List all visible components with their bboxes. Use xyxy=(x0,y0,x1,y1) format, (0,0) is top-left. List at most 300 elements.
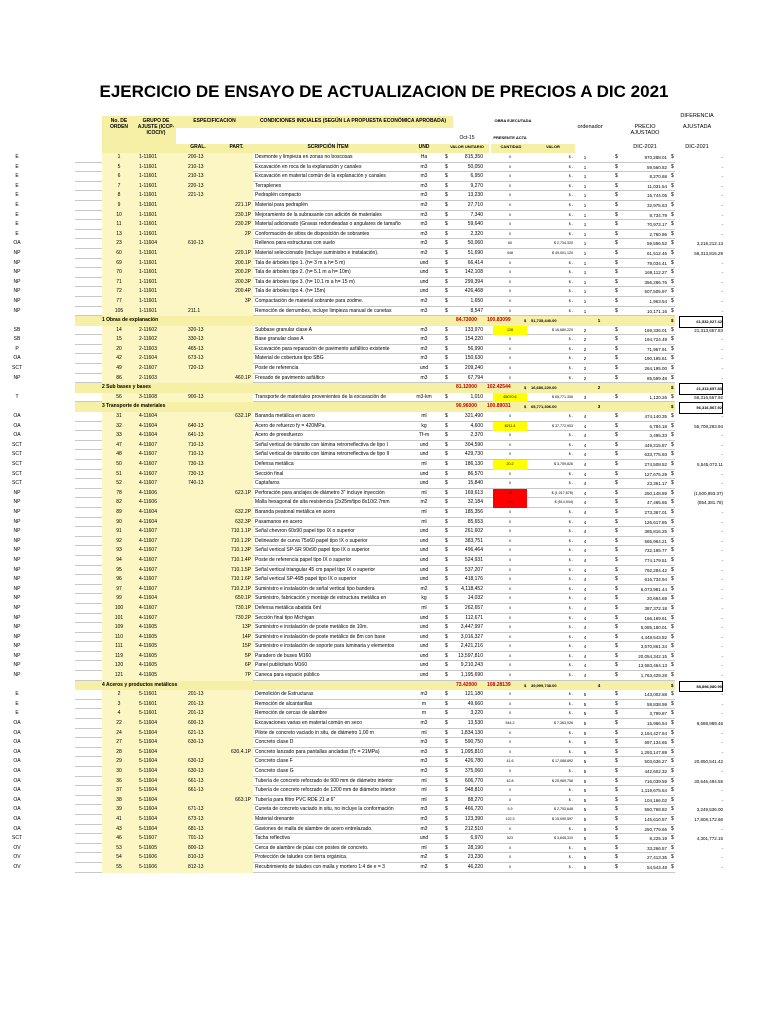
item-spec-general: 220-13 xyxy=(176,182,220,192)
item-adjust-group: 3-11608 xyxy=(136,393,176,403)
item-adjust-group: 1-11601 xyxy=(136,172,176,182)
currency-symbol: $ xyxy=(615,297,618,304)
currency-symbol: $ xyxy=(445,595,448,602)
item-spec-general xyxy=(176,508,220,518)
item-group-number: 5 xyxy=(583,788,587,794)
item-adjust-group: 4-11607 xyxy=(136,556,176,566)
currency-symbol: $ xyxy=(615,614,618,621)
item-order-number: 56 xyxy=(102,393,136,403)
section-index-current: 108.28139 xyxy=(487,681,511,688)
item-quantity: 0 xyxy=(509,212,511,217)
item-unit: ml xyxy=(421,508,427,515)
item-unit: und xyxy=(419,365,429,372)
item-value: $ - xyxy=(568,577,573,582)
item-type: SB xyxy=(13,326,21,333)
item-description: Defensa metálica xyxy=(255,461,294,467)
item-order-number: 91 xyxy=(102,527,136,537)
currency-symbol: $ xyxy=(671,345,674,352)
item-spec-general: 210-13 xyxy=(176,172,220,182)
item-spec-general xyxy=(176,661,220,671)
item-unit-value: 261,602 xyxy=(464,528,483,535)
item-unit: m3 xyxy=(420,374,428,381)
item-quantity: 0 xyxy=(509,260,511,265)
item-adjusted-difference: - xyxy=(721,529,723,535)
item-spec-particular: 730.2P xyxy=(220,614,253,624)
item-type: OA xyxy=(13,758,21,765)
currency-symbol: $ xyxy=(671,278,674,285)
table-row xyxy=(15,345,723,355)
item-adjusted-difference: - xyxy=(721,663,723,669)
item-quantity: 0 xyxy=(509,634,511,639)
item-spec-general: 673-13 xyxy=(176,815,220,825)
item-description: Pedraplén compacto xyxy=(255,192,301,199)
item-unit-value: 169,613 xyxy=(464,489,483,496)
item-value: $ 7,363,026 xyxy=(554,721,573,726)
table-row xyxy=(15,211,723,221)
item-quantity: 41.6 xyxy=(506,759,514,764)
item-unit-value: 4,118,452 xyxy=(461,585,483,592)
item-spec-general: 812-13 xyxy=(176,863,220,873)
item-adjust-group: 4-11607 xyxy=(136,479,176,489)
section-index-base: 90.96000 xyxy=(456,403,477,410)
section-label: 2 Sub bases y bases xyxy=(102,384,151,391)
item-unit: m3 xyxy=(420,173,428,180)
currency-symbol: $ xyxy=(615,748,618,755)
item-quantity: 0 xyxy=(509,711,511,716)
item-adjusted-price: 85,599.48 xyxy=(646,375,667,381)
currency-symbol: $ xyxy=(671,413,674,420)
item-adjusted-difference: 55,708,283.94 xyxy=(694,423,723,429)
item-spec-general: 671-13 xyxy=(176,805,220,815)
item-unit-value: 49,660 xyxy=(467,700,483,707)
item-adjusted-difference: - xyxy=(721,442,723,448)
item-group-number: 5 xyxy=(583,836,587,842)
item-spec-general: 661-13 xyxy=(176,786,220,796)
item-unit: und xyxy=(419,278,429,285)
item-spec-particular xyxy=(220,354,253,364)
item-type: NP xyxy=(13,288,21,295)
item-spec-general xyxy=(176,652,220,662)
currency-symbol: $ xyxy=(615,154,618,160)
item-spec-general: 630-13 xyxy=(176,757,220,767)
table-row xyxy=(13,498,723,508)
currency-symbol: $ xyxy=(671,432,674,439)
table-row xyxy=(13,566,723,576)
item-adjust-group: 4-11607 xyxy=(136,460,176,470)
item-order-number: 97 xyxy=(102,585,136,595)
item-spec-particular xyxy=(220,757,253,767)
item-quantity: 0 xyxy=(509,692,511,697)
item-adjust-group: 4-11607 xyxy=(136,527,176,537)
item-spec-particular xyxy=(220,786,253,796)
item-type: SCT xyxy=(12,461,22,467)
table-row xyxy=(12,834,723,844)
header-und: UND xyxy=(403,144,445,153)
currency-symbol: $ xyxy=(445,355,448,362)
item-adjusted-price: 8,734.79 xyxy=(649,212,667,218)
item-adjust-group: 5-11604 xyxy=(136,796,176,806)
item-spec-general xyxy=(176,249,220,259)
header-cantidad: CANTIDAD xyxy=(491,144,531,153)
item-unit-value: 50,060 xyxy=(467,240,483,247)
item-spec-general xyxy=(176,642,220,652)
item-adjusted-price: 61,512.46 xyxy=(646,250,667,256)
item-unit: und xyxy=(419,288,429,295)
currency-symbol: $ xyxy=(671,355,674,362)
item-type: NP xyxy=(13,547,21,554)
currency-symbol: $ xyxy=(671,758,674,765)
currency-symbol: $ xyxy=(445,604,448,611)
item-quantity: 0 xyxy=(509,308,511,313)
item-unit: m3 xyxy=(420,326,428,333)
item-group-number: 5 xyxy=(583,826,587,832)
item-adjusted-difference: - xyxy=(721,548,723,554)
item-quantity: 0 xyxy=(509,298,511,303)
item-order-number: 6 xyxy=(102,172,136,182)
item-adjusted-difference: - xyxy=(721,356,723,362)
item-quantity: 128 xyxy=(493,326,527,336)
table-row xyxy=(13,518,723,528)
currency-symbol: $ xyxy=(615,192,618,199)
item-unit: und xyxy=(419,259,429,266)
item-spec-particular xyxy=(220,709,253,719)
item-spec-general xyxy=(176,230,220,240)
currency-symbol: $ xyxy=(615,413,618,420)
item-unit-value: 815,350 xyxy=(464,154,483,160)
item-type: OA xyxy=(13,787,21,794)
item-type: NP xyxy=(13,499,21,506)
item-description: Excavación en roca de la explanación y canales xyxy=(255,163,362,170)
item-adjusted-difference: - xyxy=(721,222,723,228)
item-spec-general: 640-13 xyxy=(176,422,220,432)
item-group-number: 5 xyxy=(583,797,587,803)
item-value: $ 15,090,597 xyxy=(552,816,573,821)
item-value: $ - xyxy=(568,519,573,524)
item-type: OA xyxy=(13,413,21,420)
item-group-number: 4 xyxy=(583,634,587,640)
item-adjusted-price: 616,734.94 xyxy=(644,577,667,583)
item-quantity: 544.2 xyxy=(505,721,515,726)
item-adjust-group: 2-11607 xyxy=(136,364,176,374)
item-order-number: 72 xyxy=(102,287,136,297)
item-adjusted-price: 15,966.54 xyxy=(646,721,667,727)
item-unit: m2 xyxy=(420,854,428,861)
currency-symbol: $ xyxy=(615,441,618,448)
item-adjust-group: 4-11607 xyxy=(136,575,176,585)
currency-symbol: $ xyxy=(615,163,618,170)
table-row xyxy=(13,307,723,317)
item-description: Tubería de concreto reforzado de 900 mm de diámetro interior xyxy=(255,777,393,784)
item-spec-particular: 230.1P xyxy=(220,211,253,221)
item-description: Señal vertical SP-46B papel tipo IX o superior xyxy=(255,576,357,583)
item-unit: m3 xyxy=(420,230,428,237)
section-label: 3 Transporte de materiales xyxy=(102,403,166,410)
item-group-number: 1 xyxy=(583,250,587,256)
item-adjust-group: 4-11607 xyxy=(136,614,176,624)
item-order-number: 41 xyxy=(102,815,136,825)
currency-symbol: $ xyxy=(445,825,448,832)
currency-symbol: $ xyxy=(445,182,448,189)
currency-symbol: $ xyxy=(671,528,674,535)
item-spec-particular xyxy=(220,335,253,345)
item-order-number: 22 xyxy=(102,719,136,729)
item-spec-particular xyxy=(220,345,253,355)
item-unit: m xyxy=(421,710,427,717)
currency-symbol: $ xyxy=(615,499,618,506)
item-value: $ - xyxy=(568,193,573,198)
item-order-number: 27 xyxy=(102,738,136,748)
item-value: $ - xyxy=(568,270,573,275)
item-type: NP xyxy=(13,297,21,304)
item-order-number: 36 xyxy=(102,777,136,787)
item-value: $ - xyxy=(568,586,573,591)
table-row xyxy=(13,844,723,854)
currency-symbol: $ xyxy=(445,547,448,554)
item-group-number: 5 xyxy=(583,749,587,755)
currency-symbol: $ xyxy=(615,201,618,208)
table-body xyxy=(12,153,723,873)
item-quantity: 0 xyxy=(509,864,511,869)
item-quantity: 0 xyxy=(509,769,511,773)
item-unit-value: 299,394 xyxy=(464,278,483,285)
item-group-number: 2 xyxy=(583,346,587,352)
item-spec-general xyxy=(176,287,220,297)
item-unit-value: 426,780 xyxy=(464,758,483,765)
item-type: NP xyxy=(13,585,21,592)
item-adjusted-difference: - xyxy=(721,567,723,573)
item-adjust-group: 1-11601 xyxy=(136,259,176,269)
item-description: Cuneta de concreto vaciado in situ, no incluye la conformación xyxy=(255,806,394,813)
currency-symbol: $ xyxy=(671,318,674,324)
item-value: $ - xyxy=(568,634,573,639)
item-adjusted-difference: - xyxy=(721,730,723,736)
item-adjusted-difference: - xyxy=(721,644,723,650)
item-type: NP xyxy=(13,249,21,256)
item-order-number: 4 xyxy=(102,709,136,719)
item-spec-general: 630-13 xyxy=(176,738,220,748)
item-quantity: 0 xyxy=(509,270,511,275)
item-type: NP xyxy=(13,595,21,602)
currency-symbol: $ xyxy=(445,393,448,400)
item-adjust-group: 5-11604 xyxy=(136,748,176,758)
currency-symbol: $ xyxy=(671,451,674,458)
currency-symbol: $ xyxy=(615,547,618,554)
item-quantity: 0 xyxy=(509,557,511,562)
item-value: $ - xyxy=(568,749,573,754)
item-value: $ - xyxy=(568,864,573,869)
item-spec-general xyxy=(176,585,220,595)
item-unit-value: 1,650 xyxy=(470,297,483,304)
currency-symbol: $ xyxy=(671,508,674,515)
currency-symbol: $ xyxy=(445,154,448,160)
table-row xyxy=(15,690,723,700)
item-order-number: 52 xyxy=(102,479,136,489)
currency-symbol: $ xyxy=(671,787,674,794)
table-row xyxy=(12,450,723,460)
item-adjusted-price: 250,148.89 xyxy=(644,490,667,496)
item-unit-value: 186,130 xyxy=(464,461,483,467)
item-spec-general: 710-13 xyxy=(176,441,220,451)
item-adjusted-difference: (1,500,893.37) xyxy=(693,490,723,496)
item-adjusted-difference: - xyxy=(721,769,723,774)
item-order-number: 94 xyxy=(102,556,136,566)
currency-symbol: $ xyxy=(671,404,674,410)
item-spec-general xyxy=(176,518,220,528)
item-adjusted-price: 169,336.01 xyxy=(644,327,667,333)
item-spec-particular xyxy=(220,364,253,374)
item-spec-particular xyxy=(220,690,253,700)
item-unit: kg xyxy=(421,595,427,602)
item-spec-general xyxy=(176,297,220,307)
item-group-number: 4 xyxy=(583,557,587,563)
item-quantity: 0 xyxy=(509,337,511,342)
item-spec-particular xyxy=(220,767,253,777)
section-total: 16,680,220.00 xyxy=(531,385,557,391)
item-group-number: 4 xyxy=(583,653,587,659)
item-value: $ 3,645,310 xyxy=(554,836,573,841)
item-value: $ - xyxy=(568,538,573,543)
item-type: NP xyxy=(13,489,21,496)
item-adjusted-difference: - xyxy=(721,174,723,180)
item-unit-value: 88,270 xyxy=(467,796,483,803)
table-row xyxy=(13,297,723,307)
item-type: SB xyxy=(13,336,21,343)
item-adjust-group: 2-11603 xyxy=(136,345,176,355)
item-adjusted-difference: - xyxy=(721,845,723,851)
table-row xyxy=(13,825,723,835)
item-group-number: 4 xyxy=(583,423,587,429)
currency-symbol: $ xyxy=(615,595,618,602)
currency-symbol: $ xyxy=(671,556,674,563)
item-order-number: 77 xyxy=(102,297,136,307)
item-value: $ - xyxy=(568,615,573,620)
item-adjusted-difference: - xyxy=(721,634,723,640)
item-description: Tubería para filtro PVC RDE 21 ø 6" xyxy=(255,796,336,803)
currency-symbol: $ xyxy=(615,662,618,669)
item-group-number: 5 xyxy=(583,721,587,727)
item-order-number: 49 xyxy=(102,364,136,374)
item-description: Tubería de concreto reforzado de 1200 mm de diámetro interior xyxy=(255,787,396,794)
item-spec-particular xyxy=(220,182,253,192)
item-value: $ - xyxy=(568,452,573,457)
item-quantity: 20.2 xyxy=(493,460,527,470)
item-group-number: 1 xyxy=(583,193,587,199)
item-adjust-group: 5-11601 xyxy=(136,709,176,719)
header-especificacion: ESPECIFICACION xyxy=(176,116,253,128)
item-adjust-group: 4-11605 xyxy=(136,652,176,662)
item-type: SCT xyxy=(12,365,22,372)
item-group-number: 2 xyxy=(583,356,587,362)
item-unit: m3 xyxy=(420,201,428,208)
item-adjust-group: 4-11607 xyxy=(136,604,176,614)
item-group-number: 2 xyxy=(583,327,587,333)
currency-symbol: $ xyxy=(445,326,448,333)
item-adjusted-difference: 21,313,657.83 xyxy=(694,327,723,333)
item-unit: m3 xyxy=(420,297,428,304)
item-unit: m2 xyxy=(420,499,428,506)
item-adjusted-difference: - xyxy=(721,749,723,755)
item-spec-general: 730-13 xyxy=(176,470,220,480)
item-order-number: 47 xyxy=(102,441,136,451)
item-adjust-group: 5-11604 xyxy=(136,729,176,739)
item-value: $ - xyxy=(568,212,573,217)
currency-symbol: $ xyxy=(615,374,618,381)
item-adjusted-difference: - xyxy=(721,586,723,592)
item-description: Suministro e instalación de poste metálico de 8m con base xyxy=(255,633,386,640)
item-value: $ 25,969,756 xyxy=(552,778,573,783)
item-group-number: 4 xyxy=(583,548,587,554)
item-spec-particular: 7P xyxy=(220,671,253,681)
currency-symbol: $ xyxy=(671,163,674,170)
currency-symbol: $ xyxy=(615,691,618,698)
item-type: SCT xyxy=(12,451,22,458)
item-value: $ 65,771,306 xyxy=(552,394,573,399)
item-quantity: 122.3 xyxy=(505,816,515,821)
table-row xyxy=(13,614,723,624)
item-group-number: 5 xyxy=(583,701,587,707)
item-description: Poste de referencia papel tipo IX o superior xyxy=(255,556,352,563)
currency-symbol: $ xyxy=(615,815,618,822)
item-adjusted-difference: - xyxy=(721,433,723,439)
item-order-number: 14 xyxy=(102,326,136,336)
currency-symbol: $ xyxy=(445,710,448,717)
item-group-number: 4 xyxy=(583,644,587,650)
item-description: Acero de preesfuerzo xyxy=(255,432,303,439)
item-type: SCT xyxy=(12,441,22,448)
item-order-number: 38 xyxy=(102,796,136,806)
item-description: Fresado de pavimento asfáltico xyxy=(255,374,325,381)
item-unit: und xyxy=(419,624,429,631)
item-unit-value: 1,195,690 xyxy=(460,672,483,679)
item-unit: m3 xyxy=(420,249,428,256)
table-row xyxy=(13,796,723,806)
item-adjusted-difference: 4,301,772.15 xyxy=(696,836,723,842)
section-adjusted-difference: 58,898,080.90 xyxy=(679,681,723,693)
item-quantity: 0 xyxy=(509,663,511,668)
item-group-number: 5 xyxy=(583,778,587,784)
currency-symbol: $ xyxy=(445,518,448,525)
item-order-number: 101 xyxy=(102,614,136,624)
item-adjusted-difference: - xyxy=(721,519,723,525)
item-adjusted-difference: - xyxy=(721,414,723,420)
item-adjusted-difference: - xyxy=(721,692,723,698)
item-value: $ 49,001,120 xyxy=(552,250,573,255)
item-description: Material seleccionado (incluye suministro e instalación). xyxy=(255,249,379,256)
item-spec-general xyxy=(176,268,220,278)
item-spec-general xyxy=(176,614,220,624)
item-spec-particular xyxy=(220,307,253,317)
currency-symbol: $ xyxy=(671,461,674,467)
item-order-number: 31 xyxy=(102,412,136,422)
item-spec-general: 201-13 xyxy=(176,709,220,719)
item-description: Tala de árboles tipo 3. (h= 10.1 m a h= 15 m) xyxy=(255,278,355,285)
item-value: $ - xyxy=(568,174,573,179)
item-group-number: 5 xyxy=(583,730,587,736)
item-spec-general: 200-13 xyxy=(176,153,220,163)
item-adjust-group: 4-11607 xyxy=(136,566,176,576)
currency-symbol: $ xyxy=(671,729,674,736)
item-type: OA xyxy=(13,815,21,822)
currency-symbol: $ xyxy=(671,748,674,755)
item-group-number: 4 xyxy=(583,442,587,448)
item-spec-general: 201-13 xyxy=(176,690,220,700)
item-spec-particular: 710.1.5P xyxy=(220,566,253,576)
item-spec-particular: 15P xyxy=(220,642,253,652)
currency-symbol: $ xyxy=(445,269,448,276)
currency-symbol: $ xyxy=(524,404,527,410)
item-order-number: 70 xyxy=(102,268,136,278)
item-type: OA xyxy=(13,720,21,727)
